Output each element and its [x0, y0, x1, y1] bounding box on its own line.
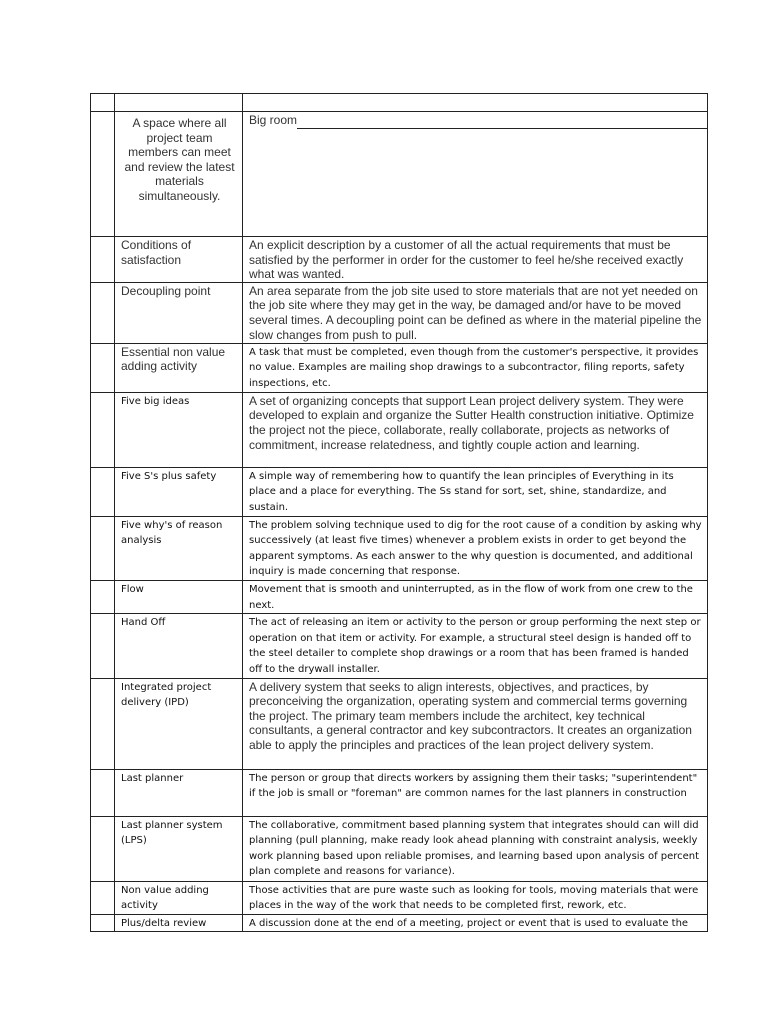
term-cell: A space where all project team members can meet and review the latest materials simultaneously.	[115, 112, 243, 237]
table-row	[91, 580, 708, 613]
row-index-cell	[91, 237, 115, 283]
table-row	[91, 816, 708, 881]
term-cell: Integrated project delivery (IPD)	[115, 678, 243, 769]
table-row	[91, 914, 708, 932]
definition-cell: The collaborative, commitment based planning system that integrates should can will did planning (pull planning, make ready look ahead planning with constraint analysis, weekly work planning based upon reliable promises, and learning based upon analysis of percent plan complete and reasons for variance).	[243, 816, 708, 881]
row-index-cell	[91, 914, 115, 932]
table-row	[91, 282, 708, 343]
row-index-cell	[91, 816, 115, 881]
table-row	[91, 516, 708, 580]
table-row	[91, 112, 708, 237]
definition-text: Big room	[249, 113, 298, 127]
table-row	[91, 237, 708, 283]
term-cell: Non value adding activity	[115, 881, 243, 914]
term-cell: Five S's plus safety	[115, 467, 243, 516]
row-index-cell	[91, 467, 115, 516]
term-cell: Conditions of satisfaction	[115, 237, 243, 283]
row-index-cell	[91, 516, 115, 580]
row-index-cell	[91, 343, 115, 392]
table-row	[91, 881, 708, 914]
term-cell: Five why's of reason analysis	[115, 516, 243, 580]
definition-cell: A set of organizing concepts that support Lean project delivery system. They were developed to explain and organize the Sutter Health construction initiative. Optimize the project not the piece, collaborate, really collaborate, projects as networks of commitment, increase relatedness, and tightly couple action and learning.	[243, 392, 708, 467]
row-index-cell	[91, 678, 115, 769]
definition-cell	[243, 94, 708, 112]
row-index-cell	[91, 94, 115, 112]
term-cell: Decoupling point	[115, 282, 243, 343]
term-cell: Essential non value adding activity	[115, 343, 243, 392]
table-row	[91, 94, 708, 112]
definition-cell: A task that must be completed, even though from the customer's perspective, it provides no value. Examples are mailing shop drawings to a subcontractor, filing reports, safety inspections, etc.	[243, 343, 708, 392]
table-row	[91, 392, 708, 467]
term-cell: Last planner system (LPS)	[115, 816, 243, 881]
definition-cell	[243, 112, 708, 237]
row-index-cell	[91, 881, 115, 914]
term-cell: Hand Off	[115, 614, 243, 678]
table-row	[91, 769, 708, 816]
row-index-cell	[91, 112, 115, 237]
definition-cell: The act of releasing an item or activity to the person or group performing the next step or operation on that item or activity. For example, a structural steel design is handed off to the steel detailer to complete shop drawings or a room that has been framed is handed off to the drywall installer.	[243, 614, 708, 678]
glossary-table	[90, 93, 708, 932]
definition-cell: Those activities that are pure waste such as looking for tools, moving materials that were places in the way of the work that needs to be completed first, rework, etc.	[243, 881, 708, 914]
row-index-cell	[91, 392, 115, 467]
row-index-cell	[91, 282, 115, 343]
definition-cell: Movement that is smooth and uninterrupted, as in the flow of work from one crew to the next.	[243, 580, 708, 613]
definition-cell: A delivery system that seeks to align interests, objectives, and practices, by preconceiving the organization, operating system and commercial terms governing the project. The primary team members include the architect, key technical consultants, a general contractor and key subcontractors. It creates an organization able to apply the principles and practices of the lean project delivery system.	[243, 678, 708, 769]
underline-rule	[297, 128, 707, 129]
definition-cell: The person or group that directs workers by assigning them their tasks; "superintendent" if the job is small or "foreman" are common names for the last planners in construction	[243, 769, 708, 816]
term-cell: Five big ideas	[115, 392, 243, 467]
definition-cell: A discussion done at the end of a meeting, project or event that is used to evaluate the	[243, 914, 708, 932]
table-row	[91, 467, 708, 516]
definition-cell: An area separate from the job site used to store materials that are not yet needed on the job site where they may get in the way, be damaged and/or have to be moved several times. A decoupling point can be defined as where in the material pipeline the slow changes from push to pull.	[243, 282, 708, 343]
definition-cell: The problem solving technique used to dig for the root cause of a condition by asking why successively (at least five times) whenever a problem exists in order to get beyond the apparent symptoms. As each answer to the why question is documented, and additional inquiry is made concerning that response.	[243, 516, 708, 580]
table-row	[91, 678, 708, 769]
definition-cell: An explicit description by a customer of all the actual requirements that must be satisfied by the performer in order for the customer to feel he/she received exactly what was wanted.	[243, 237, 708, 283]
term-cell: Flow	[115, 580, 243, 613]
term-cell	[115, 94, 243, 112]
definition-cell: A simple way of remembering how to quantify the lean principles of Everything in its place and a place for everything. The Ss stand for sort, set, shine, standardize, and sustain.	[243, 467, 708, 516]
row-index-cell	[91, 614, 115, 678]
term-cell: Last planner	[115, 769, 243, 816]
row-index-cell	[91, 580, 115, 613]
table-row	[91, 343, 708, 392]
row-index-cell	[91, 769, 115, 816]
term-cell: Plus/delta review	[115, 914, 243, 932]
table-row	[91, 614, 708, 678]
